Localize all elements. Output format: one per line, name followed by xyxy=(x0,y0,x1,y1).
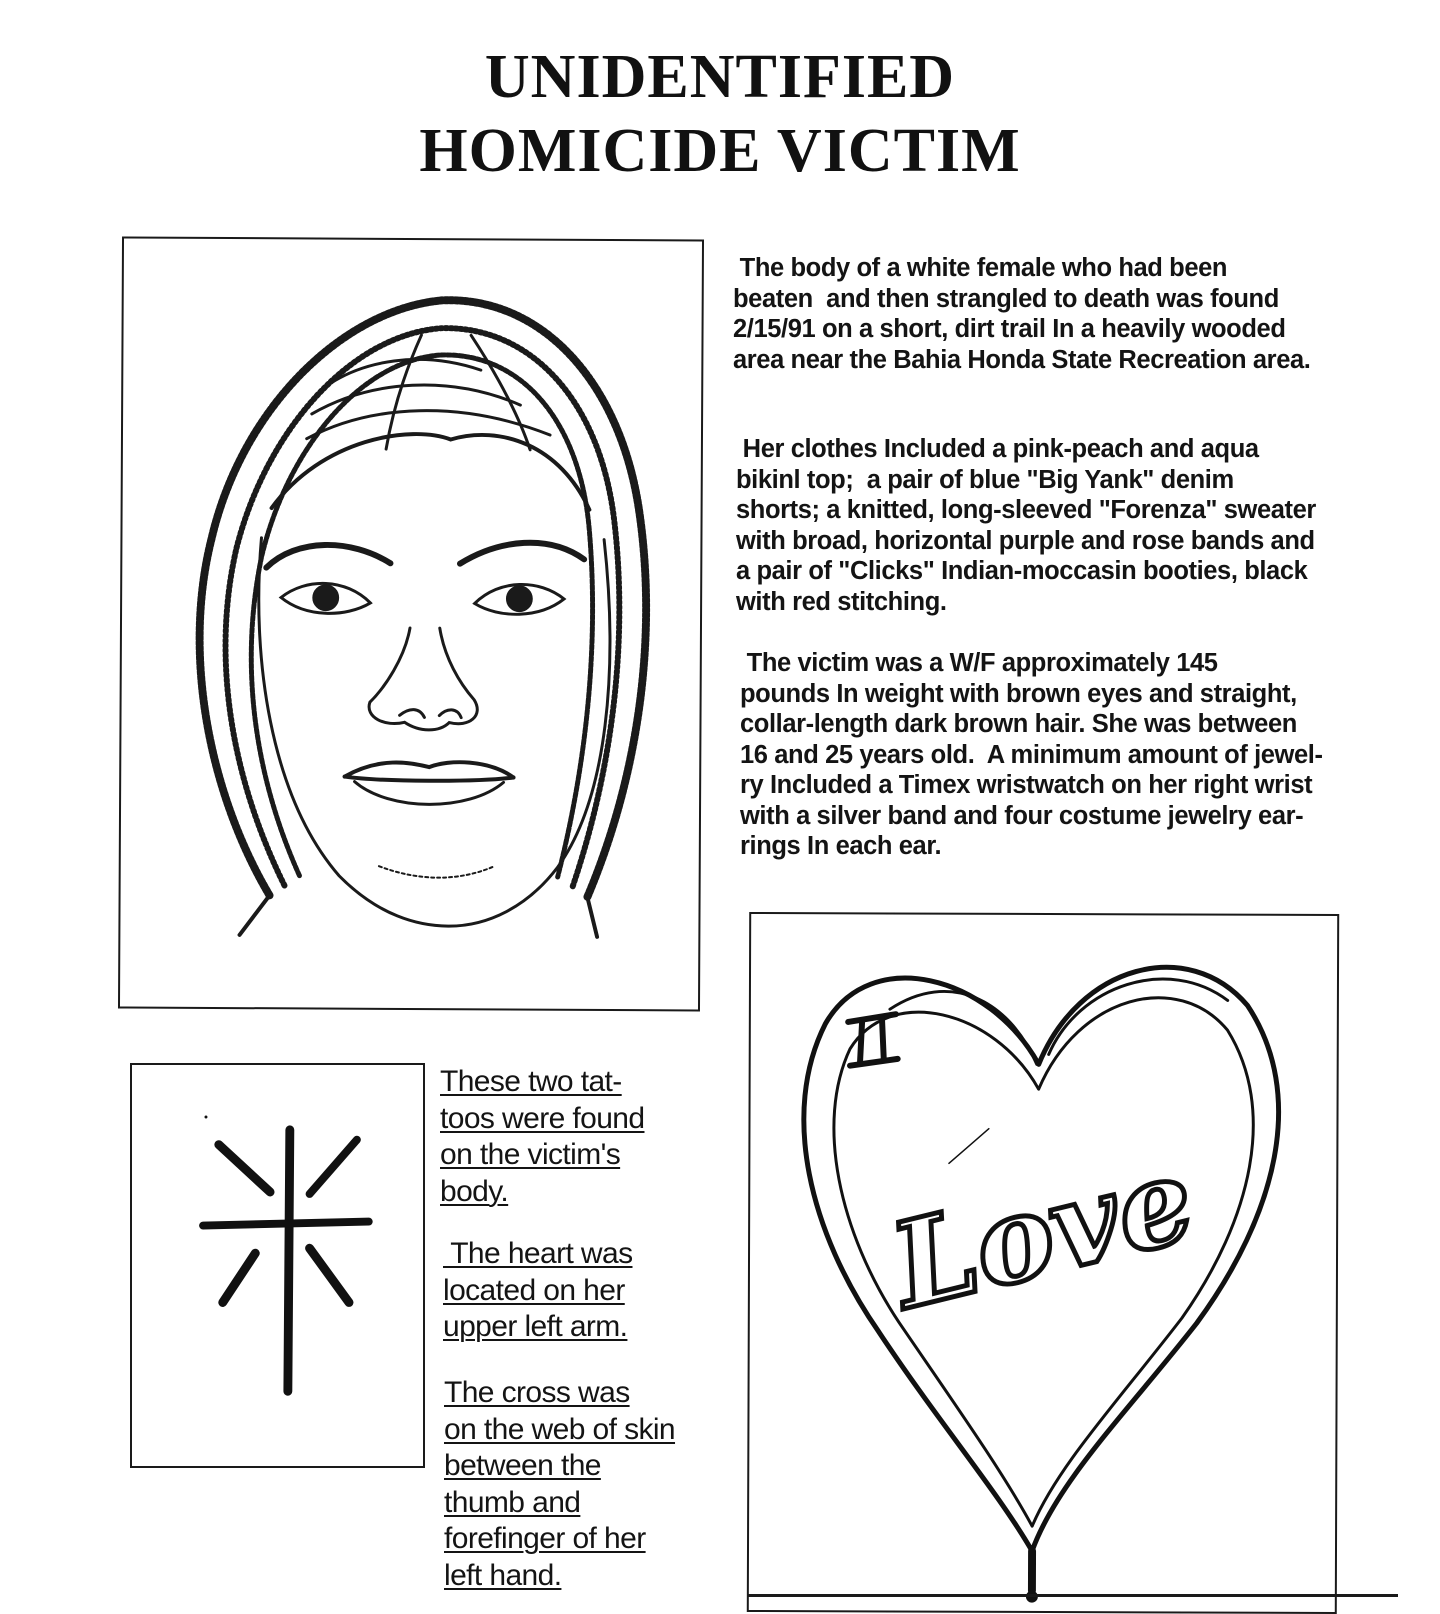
text-line: a pair of "Clicks" Indian-moccasin booties, black xyxy=(736,557,1308,585)
bottom-rule xyxy=(748,1594,1398,1597)
text-line: area near the Bahia Honda State Recreation area. xyxy=(733,345,1311,374)
text-line: with a silver band and four costume jewelry ear- xyxy=(740,801,1304,830)
caption-line: thumb and xyxy=(444,1485,581,1519)
text-line: beaten and then strangled to death was found xyxy=(733,284,1279,313)
text-line: 16 and 25 years old. A minimum amount of jewel- xyxy=(740,740,1323,769)
cross-tattoo-frame xyxy=(130,1063,425,1468)
text-line: 2/15/91 on a short, dirt trail In a heavily wooded xyxy=(733,315,1286,343)
page-title-line-1: UNIDENTIFIED xyxy=(484,43,956,111)
page-title-line-2: HOMICIDE VICTIM xyxy=(419,117,1021,185)
caption-line: between the xyxy=(444,1449,601,1482)
text-line: The body of a white female who had been xyxy=(733,254,1228,282)
text-line: Her clothes Included a pink-peach and aqua xyxy=(736,435,1259,463)
text-line: with red stitching. xyxy=(736,587,947,616)
text-line: ry Included a Timex wristwatch on her right wrist xyxy=(740,771,1313,799)
cross-tattoo-icon xyxy=(132,1065,423,1466)
caption-line: on the victim's xyxy=(440,1138,621,1171)
caption-line: These two tat- xyxy=(440,1065,622,1098)
caption-line: body. xyxy=(440,1174,509,1208)
tattoo-caption-3 xyxy=(444,1375,675,1594)
caption-line: The cross was xyxy=(444,1376,630,1409)
description-paragraph-3 xyxy=(740,648,1323,862)
caption-line: upper left arm. xyxy=(443,1310,628,1343)
text-line: with broad, horizontal purple and rose bands and xyxy=(736,526,1315,555)
heart-tattoo-icon xyxy=(749,914,1337,1612)
caption-line: located on her xyxy=(443,1273,625,1307)
tattoo-caption-2 xyxy=(443,1236,633,1346)
caption-line: forefinger of her xyxy=(444,1522,646,1555)
description-paragraph-1 xyxy=(733,253,1310,375)
tattoo-caption-1 xyxy=(440,1064,644,1210)
caption-line: left hand. xyxy=(444,1558,562,1592)
heart-tattoo-word: Love xyxy=(879,1129,1207,1336)
text-line: pounds In weight with brown eyes and straight, xyxy=(740,679,1297,708)
text-line: bikinl top; a pair of blue "Big Yank" denim xyxy=(736,465,1234,494)
text-line: rings In each ear. xyxy=(740,832,942,860)
caption-line: The heart was xyxy=(443,1237,633,1270)
text-line: shorts; a knitted, long-sleeved "Forenza" sweater xyxy=(736,496,1316,524)
face-sketch-frame xyxy=(118,236,704,1011)
caption-line: toos were found xyxy=(440,1101,645,1135)
description-paragraph-2 xyxy=(736,434,1316,617)
caption-line: on the web of skin xyxy=(444,1412,676,1446)
heart-tattoo-frame xyxy=(747,912,1339,1614)
face-sketch-icon xyxy=(120,238,702,1009)
text-line: The victim was a W/F approximately 145 xyxy=(740,649,1218,677)
text-line: collar-length dark brown hair. She was between xyxy=(740,710,1297,738)
